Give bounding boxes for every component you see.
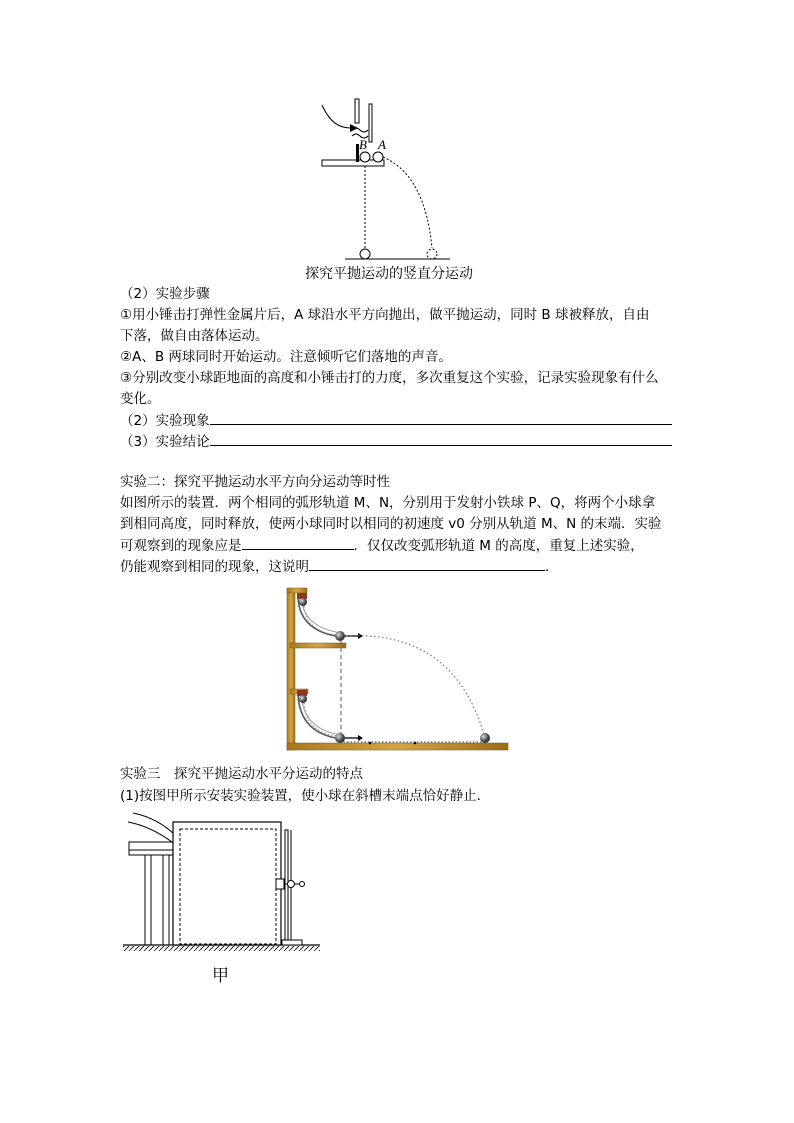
ball-q	[335, 733, 345, 743]
experiment2-title: 实验二：探究平抛运动水平方向分运动等时性	[120, 474, 390, 490]
steps-heading: （2）实验步骤	[120, 286, 210, 302]
experiment2-line2: 到相同高度，同时释放，使两小球同时以相同的初速度 v0 分别从轨道 M、N 的末端．实验	[120, 516, 662, 532]
ball-b	[360, 152, 370, 162]
conclusion-answer-blank[interactable]	[210, 431, 672, 446]
ball-p	[335, 631, 345, 641]
phenomenon-blank-2[interactable]	[242, 535, 354, 550]
conclusion-label: （3）实验结论	[120, 434, 210, 450]
figure1-caption: 探究平抛运动的竖直分运动	[305, 266, 473, 282]
line4-suffix: ．	[545, 559, 559, 575]
line4-prefix: 仍能观察到相同的现象，这说明	[120, 559, 309, 575]
vertical-board	[287, 589, 295, 750]
figure-jia-caption: 甲	[212, 966, 229, 986]
conclusion-blank-2[interactable]	[309, 556, 545, 571]
arc-track-m	[298, 598, 342, 637]
step3-line2: 变化。	[120, 391, 161, 407]
experiment2-line1: 如图所示的装置．两个相同的弧形轨道 M、N，分别用于发射小铁球 P、Q，将两个小球拿	[120, 495, 656, 511]
ball-a	[373, 152, 383, 162]
label-a: A	[378, 137, 386, 152]
line3-prefix: 可观察到的现象应是	[120, 538, 242, 554]
phenomenon-label: （2）实验现象	[120, 413, 210, 429]
hammer-arrow-icon	[322, 105, 350, 128]
base-board	[287, 743, 508, 750]
step3-line1: ③分别改变小球距地面的高度和小锤击打的力度，多次重复这个实验，记录实验现象有什么	[120, 370, 659, 386]
experiment2-line4	[120, 556, 559, 577]
step2: ②A、B 两球同时开始运动。注意倾听它们落地的声音。	[120, 349, 452, 365]
step1-line2: 下落，做自由落体运动。	[120, 328, 269, 344]
step1-line1: ①用小锤击打弹性金属片后，A 球沿水平方向抛出，做平抛运动，同时 B 球被释放，自由	[120, 307, 650, 323]
coordinate-board	[173, 822, 281, 945]
ball	[174, 834, 183, 843]
phenomenon-answer-blank[interactable]	[210, 410, 672, 425]
inclined-chute	[128, 822, 172, 842]
upper-shelf	[290, 643, 346, 648]
experiment3-title: 实验三 探究平抛运动水平分运动的特点	[120, 766, 363, 782]
experiment3-step1: (1)按图甲所示安装实验装置，使小球在斜槽末端点恰好静止．	[120, 788, 491, 804]
conclusion-row	[120, 431, 672, 452]
arc-track-n	[298, 695, 342, 739]
phenomenon-row	[120, 410, 672, 431]
line3-suffix: ．仅仅改变弧形轨道 M 的高度，重复上述实验，	[353, 538, 644, 554]
label-b: B	[359, 137, 367, 152]
experiment2-line3	[120, 535, 644, 556]
